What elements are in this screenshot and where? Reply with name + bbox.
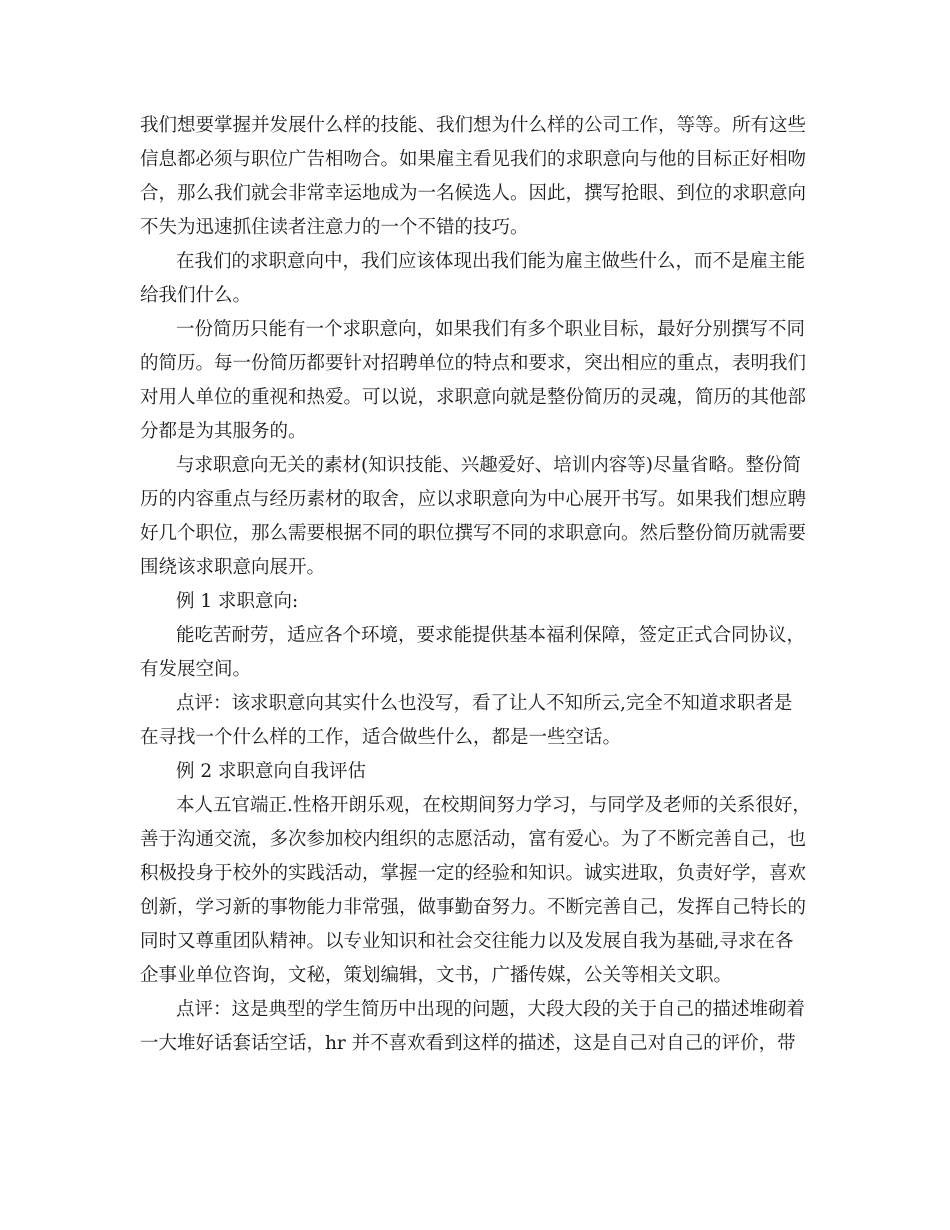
- text-line: 一份简历只能有一个求职意向，如果我们有多个职业目标，最好分别撰写不同: [176, 319, 806, 340]
- text-line: 例 2 求职意向自我评估: [176, 761, 367, 782]
- text-line: 有发展空间。: [140, 659, 252, 680]
- text-line: 围绕该求职意向展开。: [140, 557, 326, 578]
- text-line: 历的内容重点与经历素材的取舍，应以求职意向为中心展开书写。如果我们想应聘: [140, 489, 807, 510]
- text-line: 合，那么我们就会非常幸运地成为一名候选人。因此，撰写抢眼、到位的求职意向: [140, 183, 807, 204]
- text-line: 企事业单位咨询，文秘，策划编辑，文书，广播传媒，公关等相关文职。: [140, 965, 733, 986]
- text-line: 与求职意向无关的素材(知识技能、兴趣爱好、培训内容等)尽量省略。整份简: [176, 455, 801, 476]
- text-line: 一大堆好话套话空话，hr 并不喜欢看到这样的描述，这是自己对自己的评价，带: [140, 1033, 796, 1054]
- text-line: 本人五官端正.性格开朗乐观，在校期间努力学习，与同学及老师的关系很好，: [176, 795, 811, 816]
- text-line: 分都是为其服务的。: [140, 421, 307, 442]
- text-line: 给我们什么。: [140, 285, 252, 306]
- text-line: 在寻找一个什么样的工作，适合做些什么，都是一些空话。: [140, 727, 622, 748]
- text-line: 好几个职位，那么需要根据不同的职位撰写不同的求职意向。然后整份简历就需要: [140, 523, 807, 544]
- text-line: 积极投身于校外的实践活动，掌握一定的经验和知识。诚实进取，负责好学，喜欢: [140, 863, 807, 884]
- text-line: 信息都必须与职位广告相吻合。如果雇主看见我们的求职意向与他的目标正好相吻: [140, 149, 807, 170]
- text-line: 例 1 求职意向:: [176, 591, 299, 612]
- text-line: 对用人单位的重视和热爱。可以说，求职意向就是整份简历的灵魂，简历的其他部: [140, 387, 807, 408]
- text-line: 点评：该求职意向其实什么也没写，看了让人不知所云,完全不知道求职者是: [176, 693, 793, 714]
- text-line: 同时又尊重团队精神。以专业知识和社会交往能力以及发展自我为基础,寻求在各: [140, 931, 794, 952]
- text-line: 善于沟通交流，多次参加校内组织的志愿活动，富有爱心。为了不断完善自己，也: [140, 829, 807, 850]
- text-line: 我们想要掌握并发展什么样的技能、我们想为什么样的公司工作，等等。所有这些: [140, 115, 807, 136]
- text-line: 不失为迅速抓住读者注意力的一个不错的技巧。: [140, 217, 529, 238]
- text-line: 创新，学习新的事物能力非常强，做事勤奋努力。不断完善自己，发挥自己特长的: [140, 897, 807, 918]
- text-line: 点评：这是典型的学生简历中出现的问题，大段大段的关于自己的描述堆砌着: [176, 999, 806, 1020]
- text-line: 的简历。每一份简历都要针对招聘单位的特点和要求，突出相应的重点，表明我们: [140, 353, 807, 374]
- text-line: 在我们的求职意向中，我们应该体现出我们能为雇主做些什么，而不是雇主能: [176, 251, 806, 272]
- text-line: 能吃苦耐劳，适应各个环境，要求能提供基本福利保障，签定正式合同协议，: [176, 625, 806, 646]
